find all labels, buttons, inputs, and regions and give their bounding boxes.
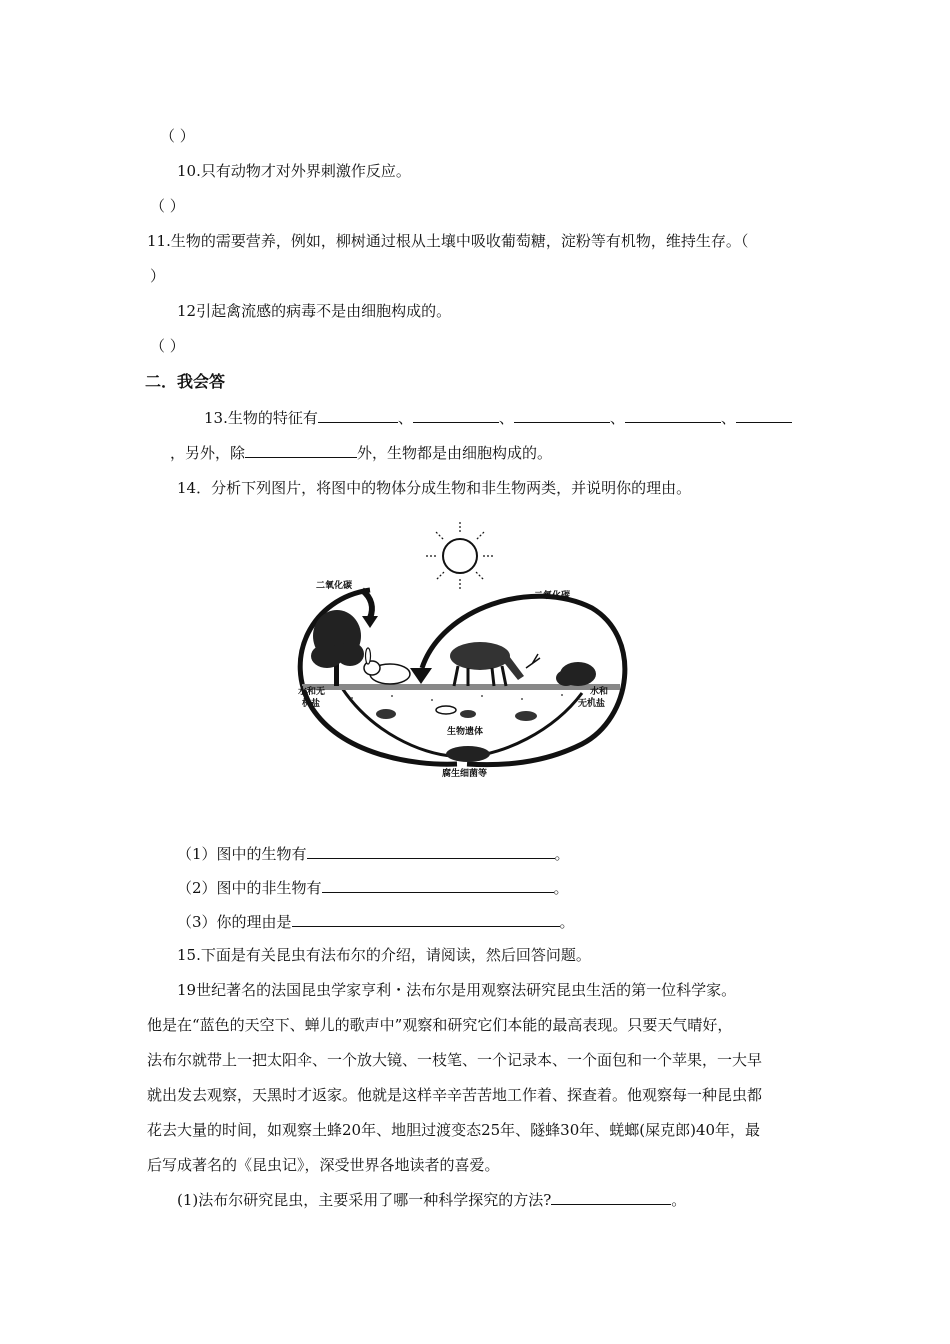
label-bacteria: 腐生细菌等 — [442, 769, 488, 779]
q13-sep: 、 — [720, 409, 736, 427]
q13-blank-6[interactable] — [245, 443, 357, 458]
label-remains: 生物遗体 — [447, 727, 484, 737]
q14-sub2-blank[interactable] — [322, 878, 554, 893]
q13-blank-3[interactable] — [514, 408, 610, 423]
carbon-cycle-diagram — [282, 518, 640, 780]
q13-sep: 、 — [397, 409, 413, 427]
q13-blank-1[interactable] — [318, 408, 398, 423]
q15-sub1-label: (1)法布尔研究昆虫，主要采用了哪一种科学探究的方法? — [177, 1191, 552, 1209]
q13-sep: 、 — [498, 409, 514, 427]
bacteria-icon — [446, 746, 490, 762]
label-water-right-1: 水和 — [590, 687, 609, 697]
label-water-right-2: 无机盐 — [578, 699, 606, 709]
arrow-icon — [362, 590, 372, 618]
q10-question: 10.只有动物才对外界刺激作反应。 — [177, 162, 411, 180]
q14-question: 14．分析下列图片，将图中的物体分成生物和非生物两类，并说明你的理由。 — [177, 479, 692, 497]
q15-para-line: 后写成著名的《昆虫记》，深受世界各地读者的喜爱。 — [147, 1156, 500, 1174]
sun-icon — [426, 522, 494, 590]
q13-line2 — [170, 443, 552, 463]
q11-question: 11.生物的需要营养，例如，柳树通过根从土壤中吸收葡萄糖，淀粉等有机物，维持生存。（ — [147, 232, 749, 250]
q14-sub1-end: 。 — [554, 845, 570, 863]
q15-sub1-end: 。 — [671, 1191, 687, 1209]
q13-blank-5[interactable] — [736, 408, 792, 423]
q15-sub1-blank[interactable] — [551, 1190, 671, 1205]
q14-sub1-label: （1）图中的生物有 — [177, 845, 307, 863]
label-water-left-1: 水和无 — [298, 687, 326, 697]
q14-sub1 — [177, 844, 570, 864]
label-water-left-2: 机盐 — [302, 699, 321, 709]
q12-question: 12引起禽流感的病毒不是由细胞构成的。 — [177, 302, 452, 320]
q14-sub2 — [177, 878, 569, 898]
q13-line1 — [204, 408, 792, 428]
arrow-icon — [410, 668, 432, 684]
q13-sep: 、 — [609, 409, 625, 427]
q13-line2-suffix: 外，生物都是由细胞构成的。 — [357, 444, 553, 462]
q15-para-line: 就出发去观察，天黑时才返家。他就是这样辛辛苦苦地工作着、探查着。他观察每一种昆虫都 — [147, 1086, 763, 1104]
q12-answer-paren: （ ） — [150, 337, 185, 355]
q9-answer-paren: （ ） — [160, 127, 195, 145]
deer-icon — [450, 642, 540, 686]
q14-sub3-label: （3）你的理由是 — [177, 913, 292, 931]
bush-icon — [556, 662, 596, 686]
q15-para-line: 花去大量的时间，如观察土蜂20年、地胆过渡变态25年、隧蜂30年、蜣螂(屎克郎)40年，最 — [147, 1121, 761, 1139]
label-co2-right: 二氧化碳 — [534, 591, 571, 601]
q13-line2-prefix: ，另外，除 — [170, 444, 246, 462]
q15-para-line: 他是在“蓝色的天空下、蝉儿的歌声中”观察和研究它们本能的最高表现。只要天气晴好， — [147, 1016, 733, 1034]
q13-blank-4[interactable] — [625, 408, 721, 423]
q14-sub3-end: 。 — [559, 913, 575, 931]
q14-sub1-blank[interactable] — [307, 844, 555, 859]
q14-sub2-label: （2）图中的非生物有 — [177, 879, 322, 897]
q15-para-line: 法布尔就带上一把太阳伞、一个放大镜、一枝笔、一个记录本、一个面包和一个苹果，一大早 — [147, 1051, 763, 1069]
q13-prefix: 13.生物的特征有 — [204, 409, 318, 427]
q10-answer-paren: （ ） — [150, 197, 185, 215]
q14-sub2-end: 。 — [553, 879, 569, 897]
rabbit-icon — [364, 648, 410, 684]
q14-sub3 — [177, 912, 575, 932]
label-co2-left: 二氧化碳 — [316, 581, 353, 591]
section-2-title: 二．我会答 — [145, 372, 226, 391]
q14-sub3-blank[interactable] — [292, 912, 560, 927]
q13-blank-2[interactable] — [413, 408, 499, 423]
q15-question: 15.下面是有关昆虫有法布尔的介绍，请阅读，然后回答问题。 — [177, 946, 591, 964]
q11-answer-close: ） — [150, 267, 166, 285]
q15-para-line: 19世纪著名的法国昆虫学家亨利・法布尔是用观察法研究昆虫生活的第一位科学家。 — [177, 981, 737, 999]
remains-icon — [376, 706, 537, 721]
tree-icon — [311, 610, 364, 686]
q15-sub1 — [177, 1190, 686, 1210]
